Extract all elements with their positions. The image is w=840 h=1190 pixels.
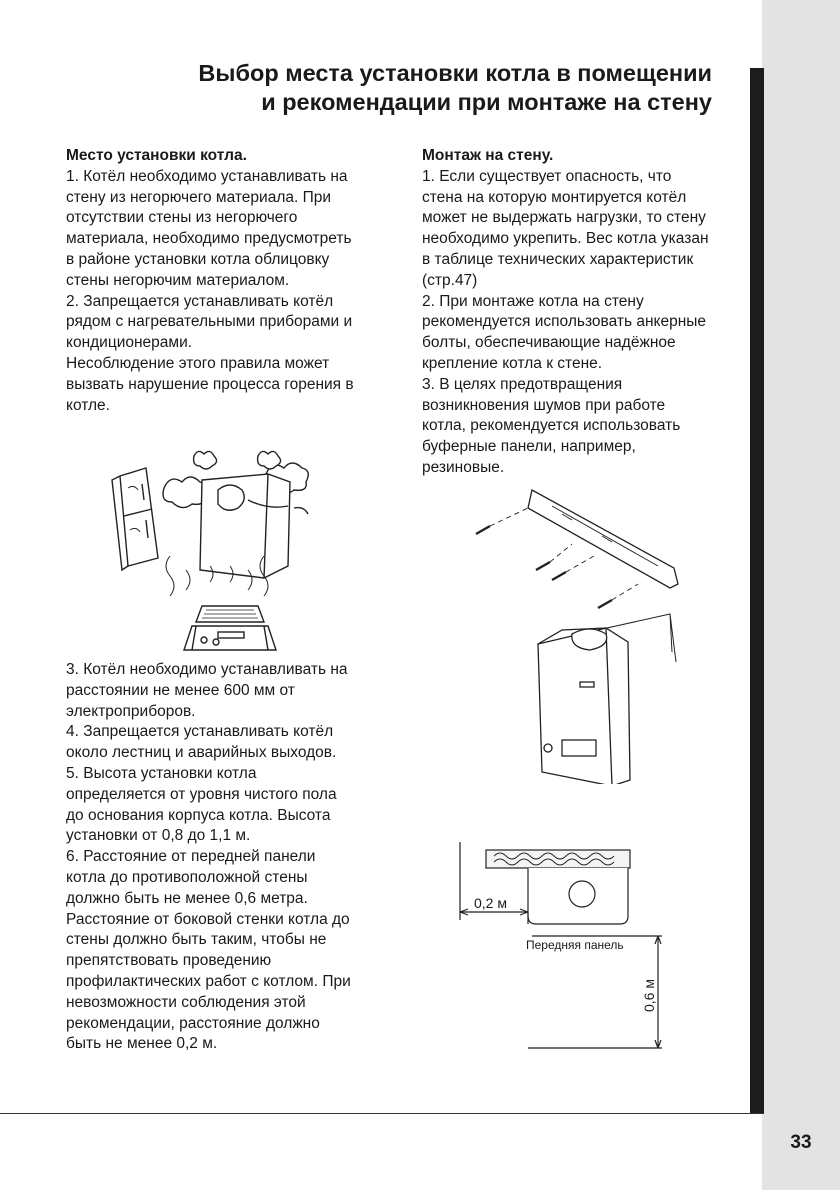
paragraph: 2. Запрещается устанавливать котёл рядом с нагревательными приборами и кондиционерами. <box>66 292 353 352</box>
paragraph: 1. Котёл необходимо устанавливать на стену из негорючего материала. При отсутствии стены из негорючего материала, необходимо предусмотреть в районе установки котла облицовку стены негорючим материалом. <box>66 167 352 289</box>
paragraph: 5. Высота установки котла определяется от уровня чистого пола до основания корпуса котла. Высота установки от 0,8 до 1,1 м. <box>66 764 337 845</box>
paragraph: 4. Запрещается устанавливать котёл около лестниц и аварийных выходов. <box>66 723 337 762</box>
paragraph: 6. Расстояние от передней панели котла до противоположной стены должно быть не менее 0,6 метра. Расстояние от боковой стенки котла до стены должно быть таким, чтобы не препятствовать проведению профилактических работ с котлом. При невозможности соблюдения этой рекомендации, расстояние должно быть не менее 0,2 м. <box>66 848 351 1053</box>
left-column-top <box>66 146 358 416</box>
boiler-outline <box>528 868 628 924</box>
appliances-illustration <box>98 446 338 656</box>
clearance-diagram <box>448 836 678 1056</box>
paragraph: 2. При монтаже котла на стену рекомендуется использовать анкерные болты, обеспечивающие надёжное крепление котла к стене. <box>422 292 707 372</box>
paragraph: 3. Котёл необходимо устанавливать на расстоянии не менее 600 мм от электроприборов. <box>66 661 348 720</box>
front-distance-label: 0,6 м <box>641 979 657 1012</box>
paragraph: Несоблюдение этого правила может вызвать нарушение процесса горения в котле. <box>66 354 354 414</box>
footer-rule <box>0 1113 764 1114</box>
front-panel-label: Передняя панель <box>526 938 624 952</box>
clearance-drawing <box>448 836 678 1056</box>
section-heading-mounting: Монтаж на стену. <box>422 147 554 164</box>
wall-mounting-illustration <box>462 484 692 784</box>
page-margin-band <box>762 0 840 1190</box>
title-line-1: Выбор места установки котла в помещении <box>198 60 712 86</box>
section-heading-location: Место установки котла. <box>66 147 247 164</box>
page-edge-bar <box>750 68 764 1113</box>
right-column <box>422 146 712 479</box>
paragraph: 1. Если существует опасность, что стена на которую монтируется котёл может не выдержать нагрузки, то стену необходимо укрепить. Вес котла указан в таблице технических характеристик (стр.47) <box>422 167 709 289</box>
heat-sources-drawing <box>98 446 338 656</box>
page-title <box>198 59 712 117</box>
side-distance-label: 0,2 м <box>474 895 507 911</box>
page-number: 33 <box>790 1132 812 1153</box>
paragraph: 3. В целях предотвращения возникновения шумов при работе котла, рекомендуется использовать буферные панели, например, резиновые. <box>422 375 681 476</box>
title-line-2: и рекомендации при монтаже на стену <box>261 89 712 115</box>
boiler-mounting-drawing <box>462 484 692 784</box>
left-column-bottom <box>66 660 358 1055</box>
